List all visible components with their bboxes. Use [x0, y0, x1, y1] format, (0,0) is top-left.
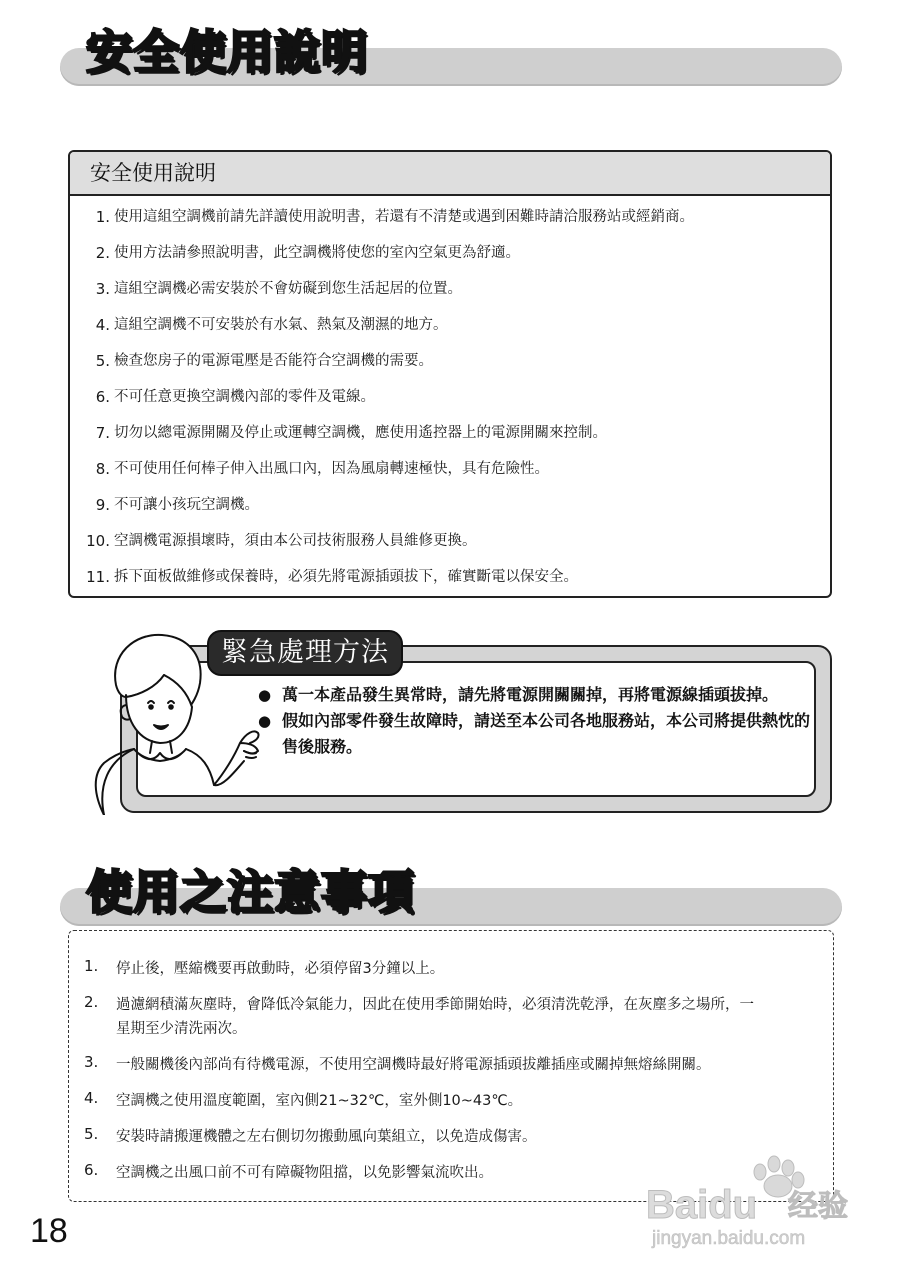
right-pupil [169, 705, 173, 709]
item-number: 4. [84, 1089, 99, 1107]
bullet-icon: ● [258, 686, 272, 704]
list-item [84, 1053, 824, 1089]
list-item [70, 564, 830, 600]
item-text: 這組空調機不可安裝於有水氣、熱氣及潮濕的地方。 [114, 317, 448, 333]
item-number: 11. [86, 568, 110, 586]
left-pupil [149, 705, 153, 709]
emergency-title-badge: 緊急處理方法 [207, 630, 403, 676]
item-number: 3. [95, 280, 110, 298]
item-text: 切勿以總電源開關及停止或運轉空調機，應使用遙控器上的電源開關來控制。 [114, 425, 607, 441]
safety-instructions-box [68, 150, 832, 598]
item-text: 萬一本產品發生異常時，請先將電源開關關掉，再將電源線插頭拔掉。 [282, 685, 779, 704]
collar [134, 749, 186, 761]
watermark-brand-suffix: 经验 [788, 1189, 848, 1224]
item-text: 這組空調機必需安裝於不會妨礙到您生活起居的位置。 [114, 281, 462, 297]
list-item [70, 420, 830, 456]
page-number: 18 [30, 1212, 68, 1250]
item-text: 使用方法請參照說明書，此空調機將使您的室內空氣更為舒適。 [114, 245, 520, 261]
item-number: 8. [95, 460, 110, 478]
item-text: 一般關機後內部尚有待機電源，不使用空調機時最好將電源插頭拔離插座或關掉無熔絲開關。 [116, 1057, 711, 1073]
list-item [70, 348, 830, 384]
watermark-url: jingyan.baidu.com [652, 1228, 806, 1249]
item-number: 10. [86, 532, 110, 550]
list-item [84, 957, 824, 993]
item-text: 停止後，壓縮機要再啟動時，必須停留3分鐘以上。 [116, 961, 445, 977]
item-number: 5. [95, 352, 110, 370]
section-title-notes: 使用之注意事項 [86, 865, 415, 919]
item-text: 空調機電源損壞時，須由本公司技術服務人員維修更換。 [114, 533, 477, 549]
safety-section-banner [60, 25, 842, 86]
list-item [70, 456, 830, 492]
hand-fingers [244, 751, 256, 758]
list-item [84, 1089, 824, 1125]
notes-section-banner [60, 865, 842, 926]
safety-box-title: 安全使用說明 [70, 152, 830, 196]
item-text: 空調機之使用溫度範圍，室內側21~32℃，室外側10~43℃。 [116, 1093, 523, 1109]
item-text: 過濾網積滿灰塵時，會降低冷氣能力，因此在使用季節開始時，必須清洗乾淨，在灰塵多之場所，一星期至少清洗兩次。 [116, 997, 754, 1037]
list-item [84, 993, 824, 1053]
item-text: 不可讓小孩玩空調機。 [114, 497, 259, 513]
item-text: 不可使用任何棒子伸入出風口內，因為風扇轉速極快，具有危險性。 [114, 461, 549, 477]
list-item [70, 276, 830, 312]
item-number: 7. [95, 424, 110, 442]
list-item [70, 204, 830, 240]
section-title-safety: 安全使用說明 [86, 25, 368, 79]
item-number: 1. [95, 208, 110, 226]
item-number: 1. [84, 957, 99, 975]
item-number: 3. [84, 1053, 99, 1071]
item-number: 2. [95, 244, 110, 262]
item-number: 6. [84, 1161, 99, 1179]
left-shoulder [96, 749, 134, 815]
item-number: 5. [84, 1125, 99, 1143]
item-text: 空調機之出風口前不可有障礙物阻擋，以免影響氣流吹出。 [116, 1165, 493, 1181]
safety-list [70, 204, 830, 600]
item-text: 不可任意更換空調機內部的零件及電線。 [114, 389, 375, 405]
item-text: 拆下面板做維修或保養時，必須先將電源插頭拔下，確實斷電以保安全。 [114, 569, 578, 585]
list-item [70, 312, 830, 348]
list-item [258, 682, 818, 708]
item-text: 檢查您房子的電源電壓是否能符合空調機的需要。 [114, 353, 433, 369]
list-item [258, 708, 818, 760]
item-number: 2. [84, 993, 99, 1011]
item-text: 假如內部零件發生故障時，請送至本公司各地服務站，本公司將提供熱忱的售後服務。 [282, 711, 811, 756]
item-text: 使用這組空調機前請先詳讀使用說明書，若還有不清楚或遇到困難時請洽服務站或經銷商。 [114, 209, 694, 225]
item-number: 9. [95, 496, 110, 514]
baidu-jingyan-watermark [640, 1150, 880, 1250]
list-item [70, 240, 830, 276]
emergency-list [258, 682, 818, 760]
list-item [70, 528, 830, 564]
watermark-brand: Baidu [646, 1183, 758, 1227]
list-item [70, 492, 830, 528]
item-number: 6. [95, 388, 110, 406]
list-item [70, 384, 830, 420]
item-text: 安裝時請搬運機體之左右側切勿搬動風向葉組立，以免造成傷害。 [116, 1129, 537, 1145]
bullet-icon: ● [258, 712, 272, 730]
item-number: 4. [95, 316, 110, 334]
